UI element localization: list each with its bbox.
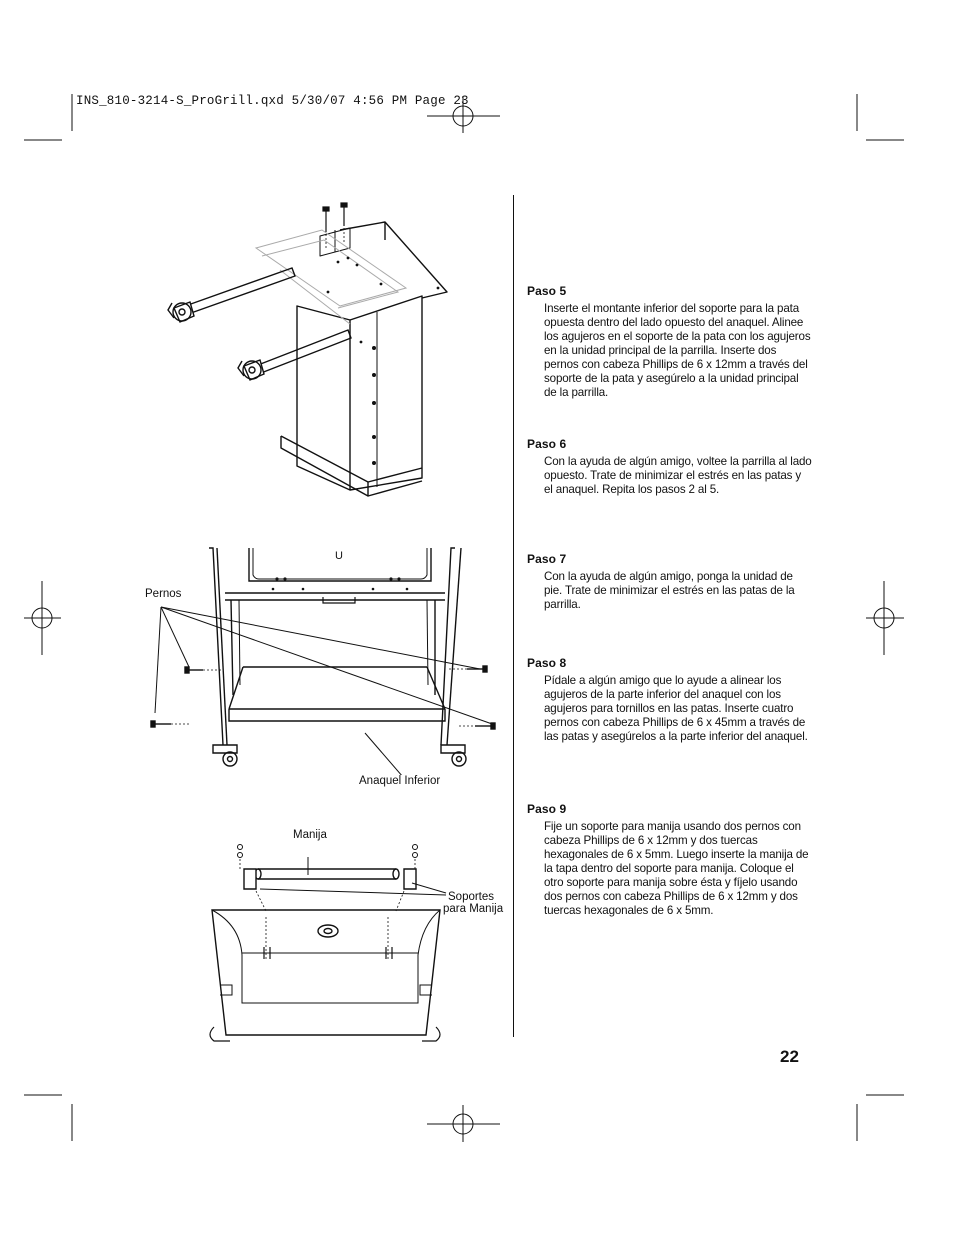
print-slug: INS_810-3214-S_ProGrill.qxd 5/30/07 4:56 PM Page 23 (76, 94, 469, 108)
registration-mark-top (427, 96, 500, 133)
step-7 (527, 552, 812, 612)
step-title: Paso 9 (527, 802, 567, 816)
figure-bottom-shelf-assembly (145, 545, 505, 775)
registration-mark-right (866, 581, 904, 655)
step-5 (527, 284, 812, 400)
step-9 (527, 802, 812, 918)
step-body: Fije un soporte para manija usando dos pernos con cabeza Phillips de 6 x 12mm y dos tuercas hexagonales de 6 x 5mm. Luego inserte la manija de la tapa dentro del soporte para manija. Coloque el otro soporte para manija sobre ésta y fíjelo usando dos pernos con cabeza Phillips de 6 x 12mm y dos tuercas hexagonales de 6 x 5mm. (544, 820, 809, 917)
column-divider (513, 195, 514, 1037)
step-title: Paso 7 (527, 552, 567, 566)
registration-mark-left (24, 581, 61, 655)
step-6 (527, 437, 812, 497)
step-body: Pídale a algún amigo que lo ayude a alinear los agujeros de la parte inferior del anaquel con los agujeros para tornillos en las patas. Inserte cuatro pernos con cabeza Phillips de 6 x 45mm a través de las patas y asegúrelos a la parte inferior del anaquel. (544, 674, 808, 743)
label-pernos: Pernos (145, 588, 182, 600)
step-body: Con la ayuda de algún amigo, ponga la unidad de pie. Trate de minimizar el estrés en las patas de la parrilla. (544, 570, 795, 611)
label-manija: Manija (293, 829, 327, 841)
step-title: Paso 6 (527, 437, 567, 451)
step-title: Paso 5 (527, 284, 567, 298)
label-anaquel-inferior: Anaquel Inferior (359, 775, 441, 787)
label-soportes-line1: Soportes (448, 891, 495, 903)
step-8 (527, 656, 812, 744)
step-body: Inserte el montante inferior del soporte para la pata opuesta dentro del lado opuesto del anaquel. Alinee los agujeros en el soporte de la pata con los agujeros en la unidad principal de la parrilla. Inserte dos pernos con cabeza Phillips de 6 x 12mm a través del soporte de la pata y asegúrelo a la unidad principal de la parrilla. (544, 302, 811, 399)
figure-handle-assembly (200, 835, 460, 1050)
svg-text:U: U (335, 550, 343, 562)
step-body: Con la ayuda de algún amigo, voltee la parrilla al lado opuesto. Trate de minimizar el estrés en las patas y el anaquel. Repita los pasos 2 al 5. (544, 455, 812, 496)
page-number: 22 (780, 1047, 799, 1066)
registration-mark-bottom (427, 1105, 500, 1142)
step-title: Paso 8 (527, 656, 567, 670)
label-soportes-line2: para Manija (443, 903, 504, 915)
figure-leg-support-assembly (160, 200, 460, 505)
